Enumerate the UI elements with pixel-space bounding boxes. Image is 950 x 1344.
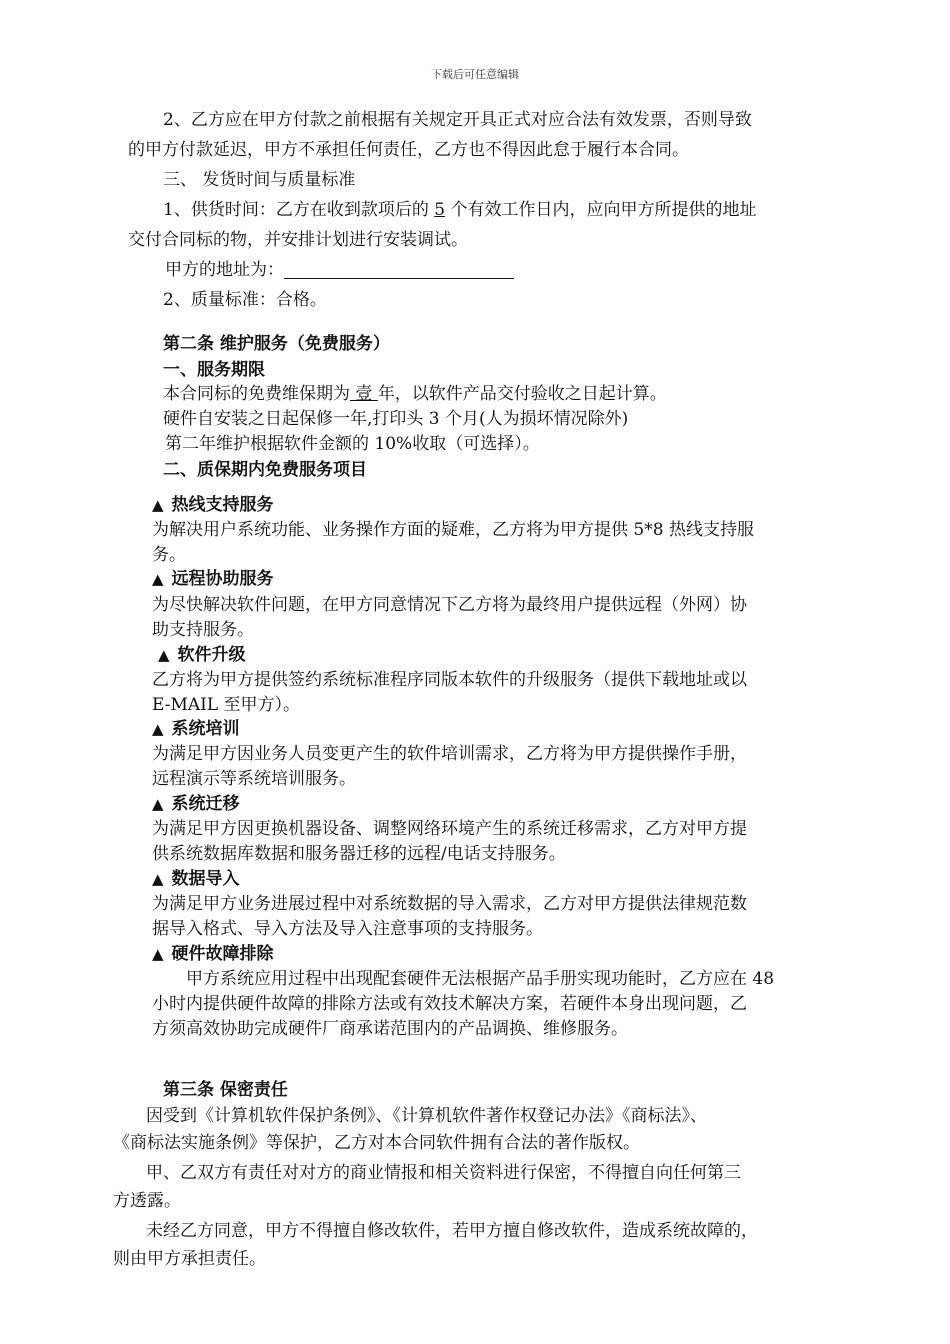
delivery-days: 5 <box>434 200 446 220</box>
triangle-icon: ▲ <box>158 646 170 664</box>
service-item-title <box>158 643 246 667</box>
service-period-years: 壹 <box>350 384 378 404</box>
item-upgrade-line1: 乙方将为甲方提供签约系统标准程序同版本软件的升级服务（提供下载地址或以 <box>152 670 747 690</box>
item-title-remote: 远程协助服务 <box>171 569 274 589</box>
triangle-icon: ▲ <box>152 570 164 588</box>
service-period-line1 <box>163 382 667 406</box>
delivery-p1-line1 <box>163 198 756 222</box>
service-period-post: 年，以软件产品交付验收之日起计算。 <box>377 384 667 404</box>
service-period-pre: 本合同标的免费维保期为 <box>163 384 350 404</box>
service-item-title <box>152 942 274 966</box>
triangle-icon: ▲ <box>152 945 164 963</box>
art3-p2-line1: 甲、乙双方有责任对对方的商业情报和相关资料进行保密，不得擅自向任何第三 <box>146 1163 741 1183</box>
delivery-p1-line2: 交付合同标的物，并安排计划进行安装调试。 <box>128 230 468 250</box>
section-three-title: 三、 发货时间与质量标准 <box>163 170 356 190</box>
service-period-heading: 一、服务期限 <box>163 360 265 380</box>
triangle-icon: ▲ <box>152 795 164 813</box>
quality-standard: 2、质量标准：合格。 <box>163 290 327 310</box>
art3-p1-line2: 《商标法实施条例》等保护，乙方对本合同软件拥有合法的著作版权。 <box>113 1133 640 1153</box>
triangle-icon: ▲ <box>152 720 164 738</box>
item-import-line2: 据导入格式、导入方法及导入注意事项的支持服务。 <box>152 919 543 939</box>
delivery-p1-pre: 1、供货时间：乙方在收到款项后的 <box>163 200 435 220</box>
article-two-title: 第二条 维护服务（免费服务） <box>163 334 390 354</box>
address-blank <box>284 260 514 279</box>
item-training-line2: 远程演示等系统培训服务。 <box>152 769 356 789</box>
item-title-migration: 系统迁移 <box>171 794 240 814</box>
item-title-upgrade: 软件升级 <box>177 645 246 665</box>
item-remote-line1: 为尽快解决软件问题，在甲方同意情况下乙方将为最终用户提供远程（外网）协 <box>152 595 747 615</box>
second-year-maintenance: 第二年维护根据软件金额的 10%收取（可选择）。 <box>165 434 540 454</box>
hardware-warranty: 硬件自安装之日起保修一年,打印头 3 个月(人为损坏情况除外) <box>163 409 629 429</box>
address-label: 甲方的地址为： <box>165 260 284 280</box>
payment-p2-line1: 2、乙方应在甲方付款之前根据有关规定开具正式对应合法有效发票，否则导致 <box>163 110 752 130</box>
item-hardware-line3: 方须高效协助完成硬件厂商承诺范围内的产品调换、维修服务。 <box>152 1019 628 1039</box>
item-title-training: 系统培训 <box>171 719 240 739</box>
item-remote-line2: 助支持服务。 <box>152 620 254 640</box>
service-item-title <box>152 567 274 591</box>
item-migration-line2: 供系统数据库数据和服务器迁移的远程/电话支持服务。 <box>152 844 566 864</box>
item-title-hotline: 热线支持服务 <box>171 495 274 515</box>
delivery-p1-post: 个有效工作日内，应向甲方所提供的地址 <box>445 200 757 220</box>
item-title-hardware: 硬件故障排除 <box>171 944 274 964</box>
payment-p2-line2: 的甲方付款延迟，甲方不承担任何责任，乙方也不得因此怠于履行本合同。 <box>128 140 689 160</box>
triangle-icon: ▲ <box>152 870 164 888</box>
item-hardware-line1: 甲方系统应用过程中出现配套硬件无法根据产品手册实现功能时，乙方应在 48 <box>186 969 775 989</box>
art3-p1-line1: 因受到《计算机软件保护条例》、《计算机软件著作权登记办法》《商标法》、 <box>146 1106 707 1126</box>
art3-p3-line1: 未经乙方同意，甲方不得擅自修改软件，若甲方擅自修改软件，造成系统故障的， <box>146 1221 758 1241</box>
free-services-heading: 二、质保期内免费服务项目 <box>163 460 367 480</box>
service-item-title <box>152 717 240 741</box>
art3-p2-line2: 方透露。 <box>113 1191 181 1211</box>
item-hotline-line2: 务。 <box>152 545 186 565</box>
service-item-title <box>152 867 240 891</box>
item-training-line1: 为满足甲方因业务人员变更产生的软件培训需求，乙方将为甲方提供操作手册， <box>152 744 747 764</box>
item-migration-line1: 为满足甲方因更换机器设备、调整网络环境产生的系统迁移需求，乙方对甲方提 <box>152 819 747 839</box>
item-upgrade-line2: E-MAIL 至甲方）。 <box>152 695 301 715</box>
item-title-import: 数据导入 <box>171 869 240 889</box>
service-item-title <box>152 493 274 517</box>
item-hardware-line2: 小时内提供硬件故障的排除方法或有效技术解决方案，若硬件本身出现问题，乙 <box>152 994 747 1014</box>
art3-p3-line2: 则由甲方承担责任。 <box>113 1249 266 1269</box>
triangle-icon: ▲ <box>152 496 164 514</box>
address-line <box>165 258 514 282</box>
service-item-title <box>152 792 240 816</box>
article-three-title: 第三条 保密责任 <box>163 1080 288 1100</box>
item-hotline-line1: 为解决用户系统功能、业务操作方面的疑难，乙方将为甲方提供 5*8 热线支持服 <box>152 520 754 540</box>
page-header: 下载后可任意编辑 <box>431 68 519 81</box>
item-import-line1: 为满足甲方业务进展过程中对系统数据的导入需求，乙方对甲方提供法律规范数 <box>152 894 747 914</box>
